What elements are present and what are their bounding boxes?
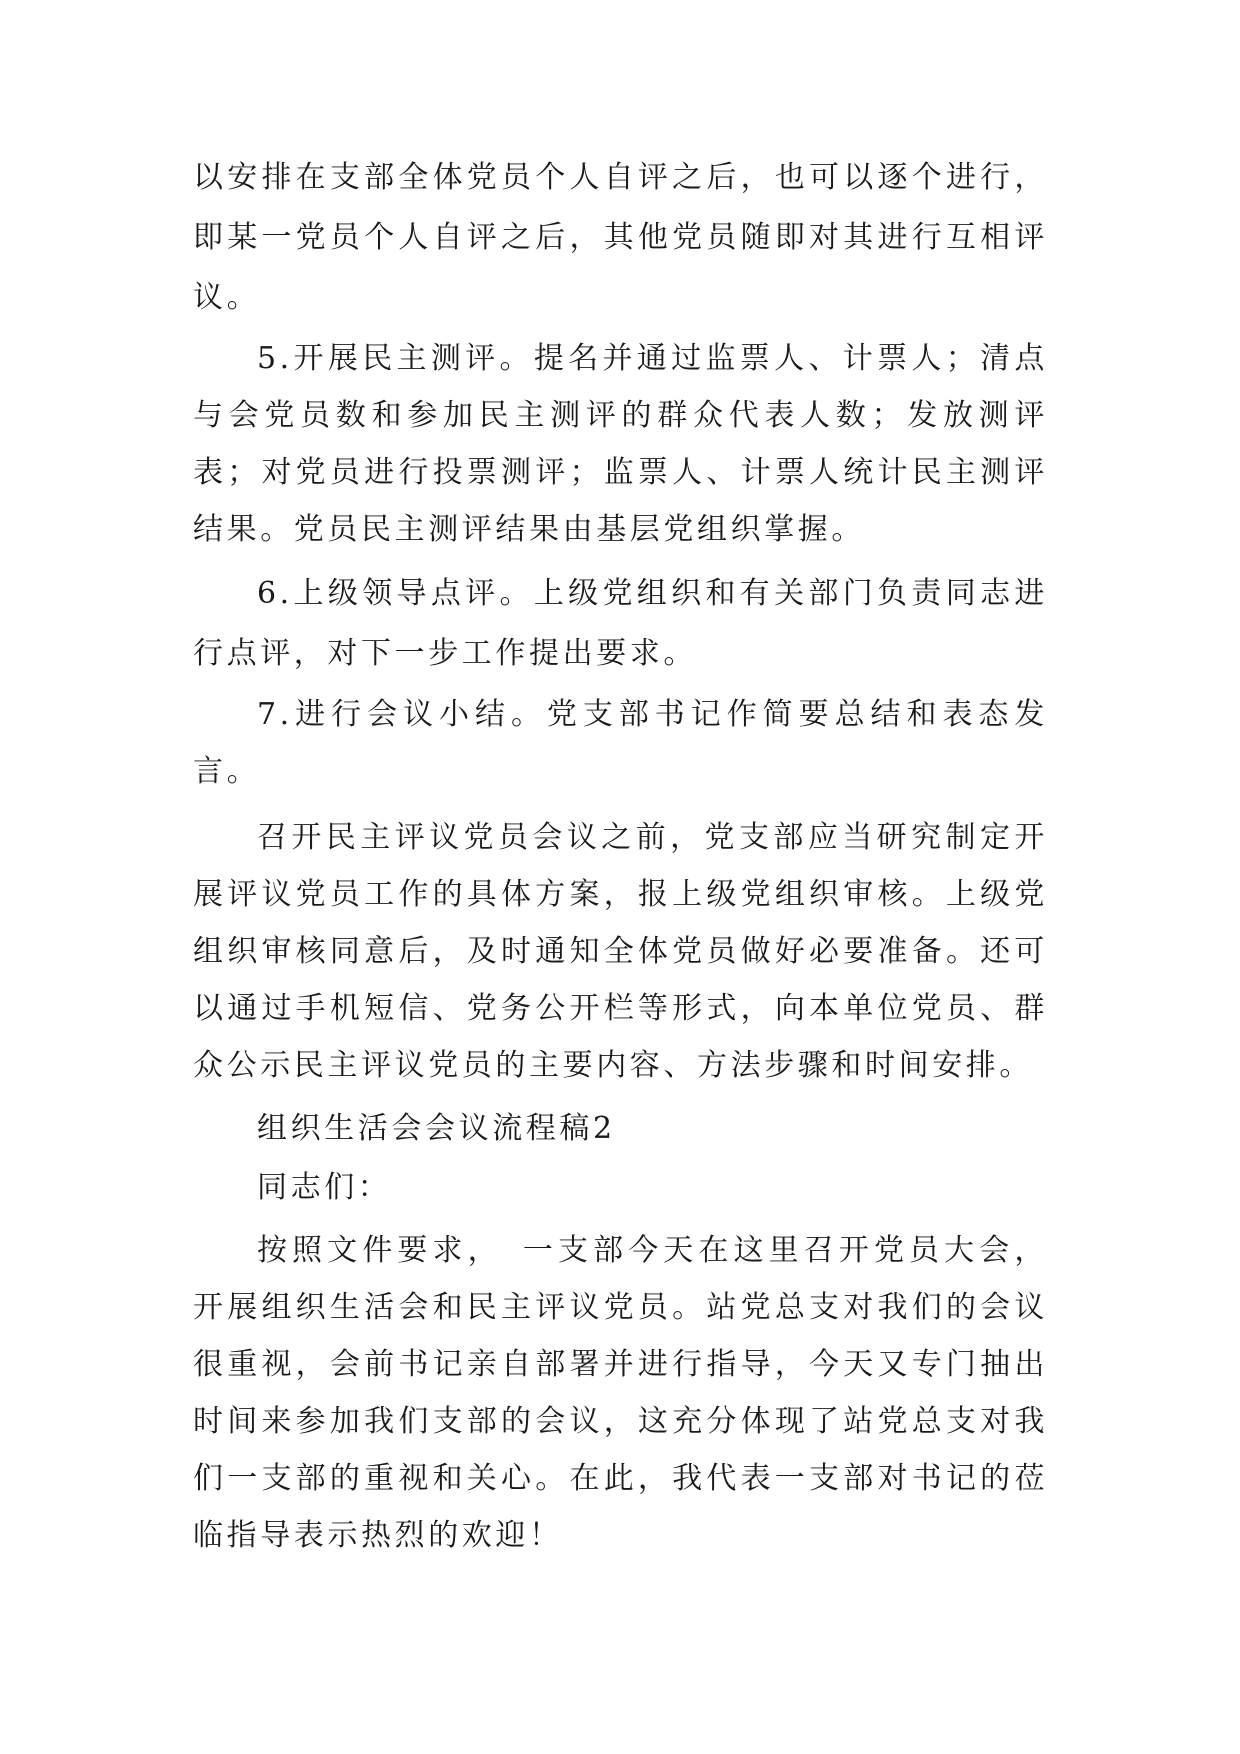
document-body [193, 148, 1048, 1564]
paragraph-step-5: 5.开展民主测评。提名并通过监票人、计票人；清点与会党员数和参加民主测评的群众代表人数；发放测评表；对党员进行投票测评；监票人、计票人统计民主测评结果。党员民主测评结果由基层党组织掌握。 [193, 341, 1048, 547]
paragraph-opening-speech: 按照文件要求， 一支部今天在这里召开党员大会，开展组织生活会和民主评议党员。站党总支对我们的会议很重视，会前书记亲自部署并进行指导，今天又专门抽出时间来参加我们支部的会议，这充分体现了站党总支对我们一支部的重视和关心。在此，我代表一支部对书记的莅临指导表示热烈的欢迎！ [193, 1233, 1048, 1553]
salutation: 同志们： [257, 1170, 392, 1205]
paragraph-continuation: 以安排在支部全体党员个人自评之后，也可以逐个进行，即某一党员个人自评之后，其他党员随即对其进行互相评议。 [193, 160, 1048, 315]
section-heading: 组织生活会会议流程稿2 [257, 1111, 616, 1146]
paragraph-step-7: 7.进行会议小结。党支部书记作简要总结和表态发言。 [193, 697, 1048, 789]
paragraph-preparation: 召开民主评议党员会议之前，党支部应当研究制定开展评议党员工作的具体方案，报上级党组织审核。上级党组织审核同意后，及时通知全体党员做好必要准备。还可以通过手机短信、党务公开栏等形式，向本单位党员、群众公示民主评议党员的主要内容、方法步骤和时间安排。 [193, 820, 1048, 1083]
paragraph-step-6: 6.上级领导点评。上级党组织和有关部门负责同志进行点评，对下一步工作提出要求。 [193, 576, 1048, 671]
